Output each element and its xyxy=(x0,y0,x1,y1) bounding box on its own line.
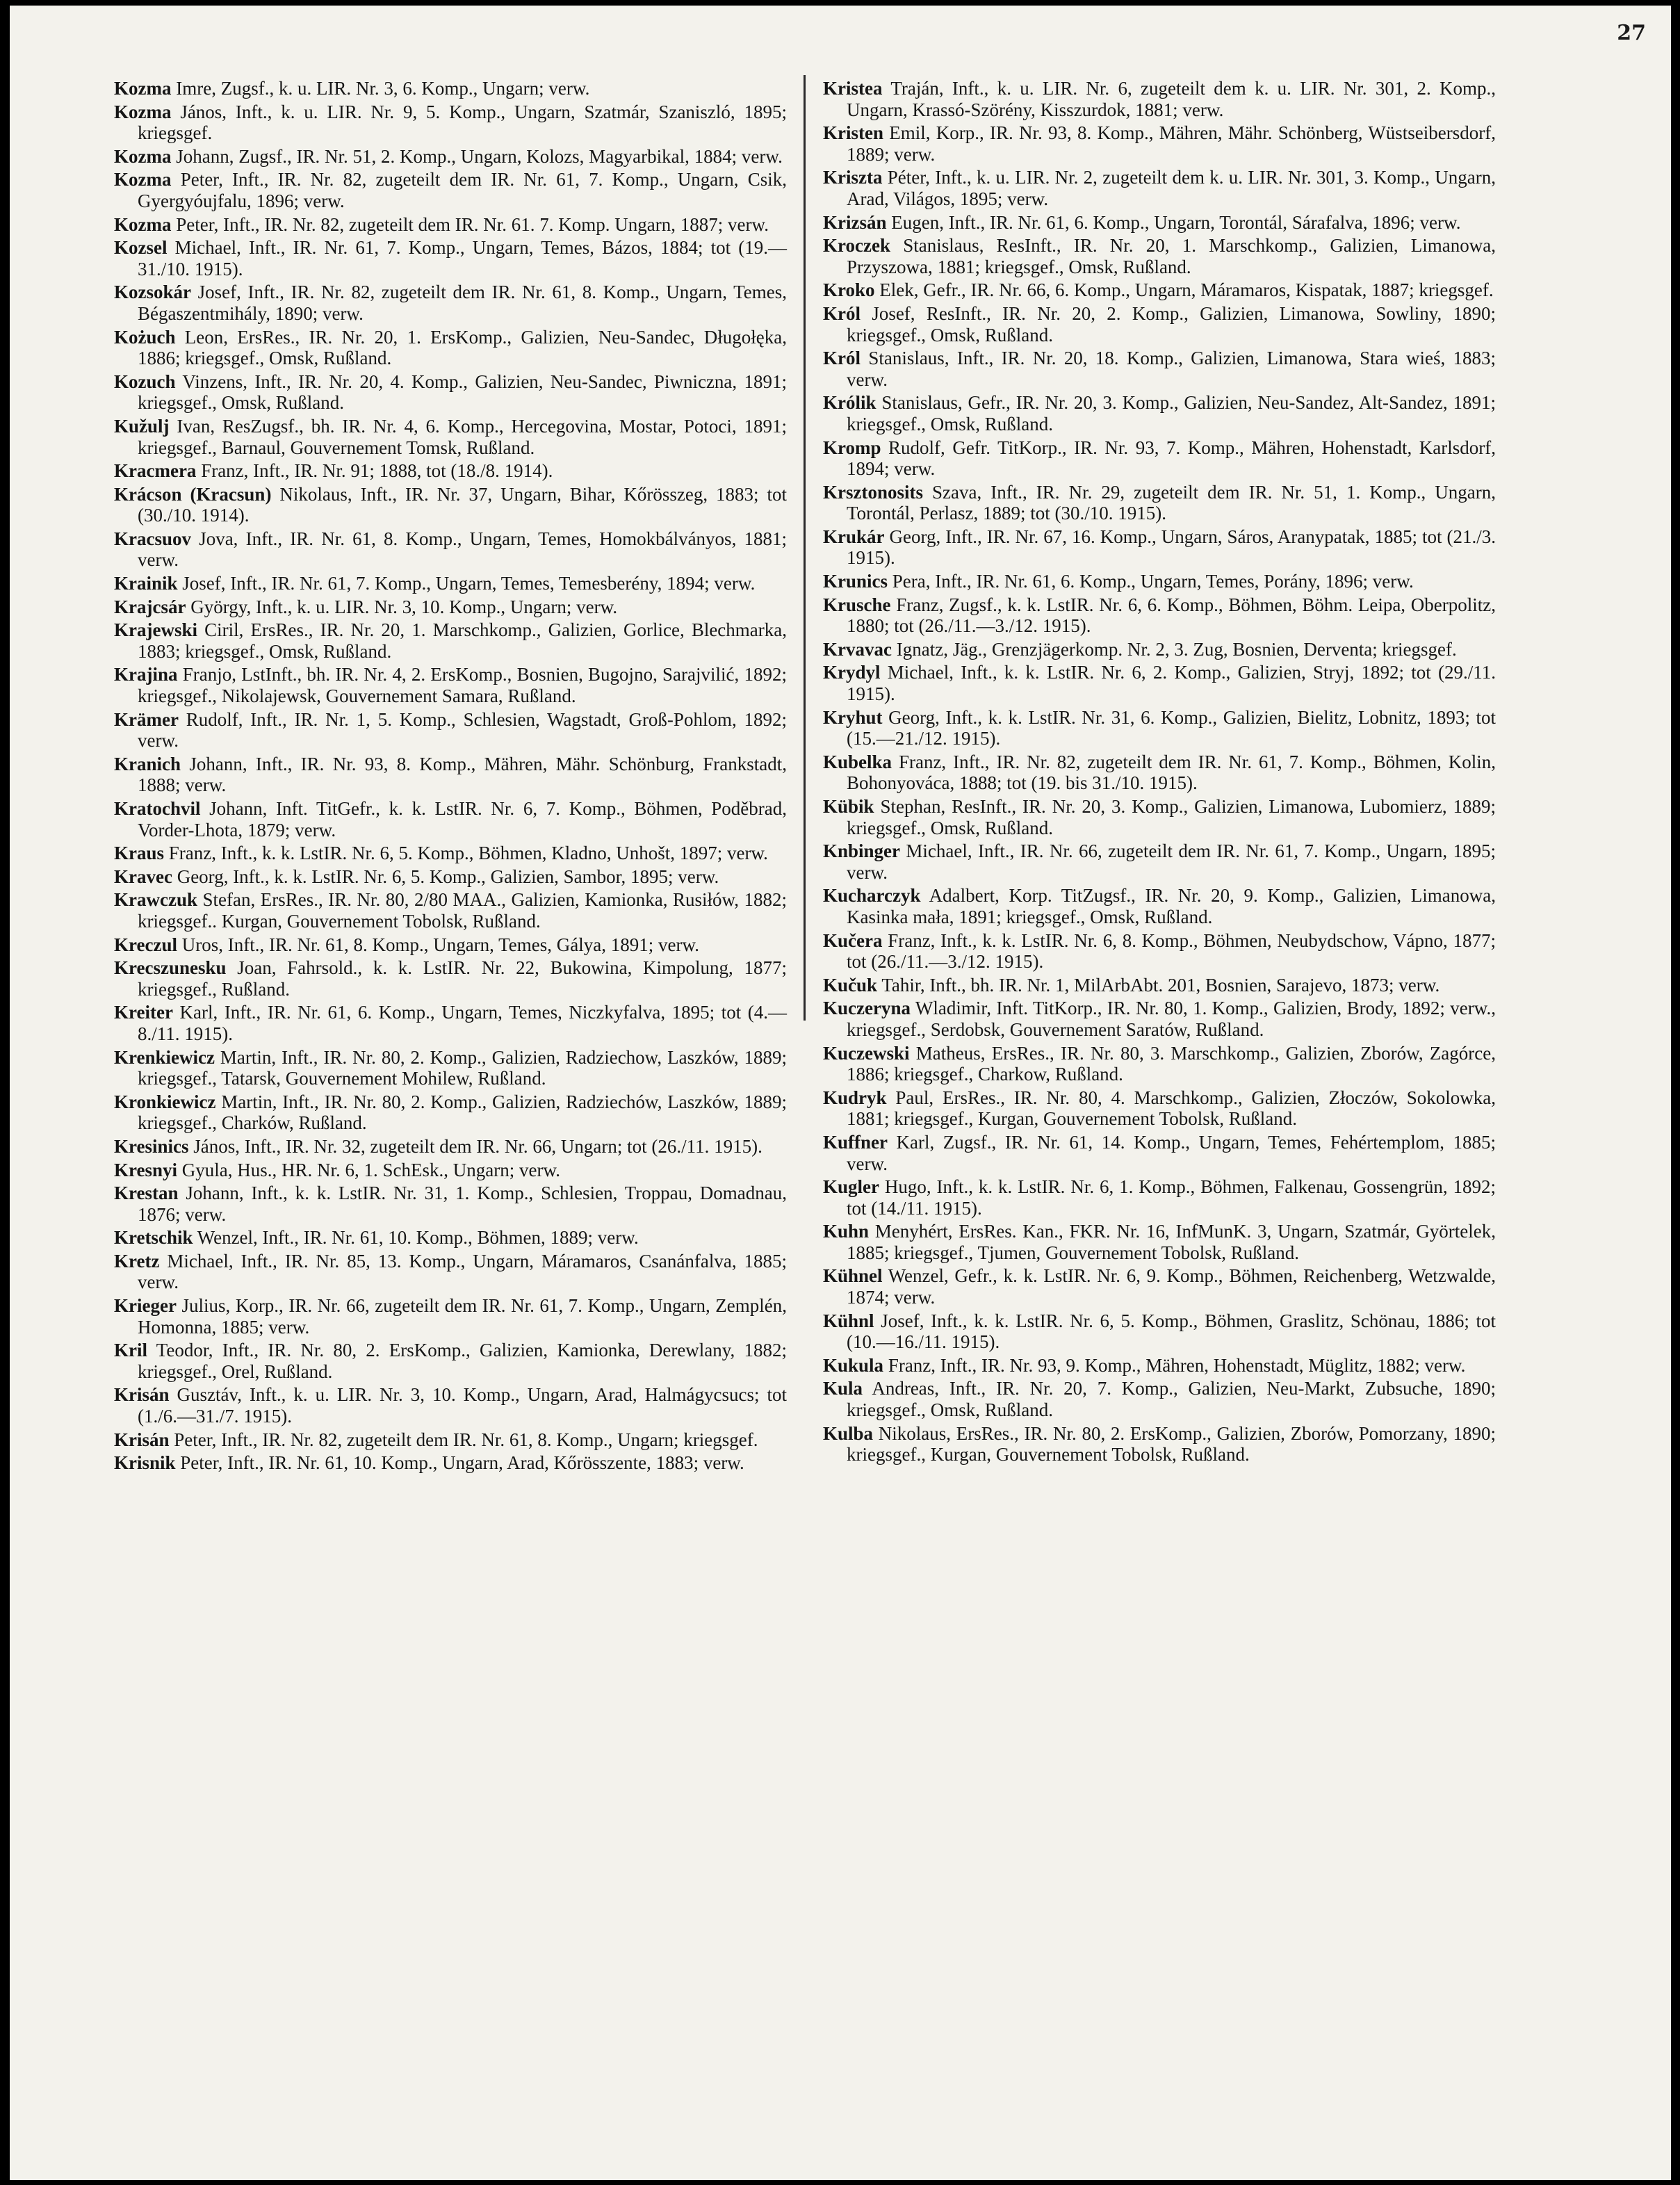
entry-details: Rudolf, Gefr. TitKorp., IR. Nr. 93, 7. Komp., Mähren, Hohenstadt, Karlsdorf, 1894; verw. xyxy=(847,437,1496,480)
list-item xyxy=(823,526,1496,569)
entry-details: Michael, Inft., k. k. LstIR. Nr. 6, 2. Komp., Galizien, Stryj, 1892; tot (29./11. 1915). xyxy=(847,662,1496,705)
list-item xyxy=(823,279,1496,301)
list-item xyxy=(823,78,1496,120)
entry-surname: Krydyl xyxy=(823,662,881,683)
entry-details: Stanislaus, Gefr., IR. Nr. 20, 3. Komp., Galizien, Neu-Sandez, Alt-Sandez, 1891; kriegsgef., Omsk, Rußland. xyxy=(847,392,1496,434)
list-item xyxy=(823,1087,1496,1130)
list-item xyxy=(823,1378,1496,1420)
entry-surname: Kronkiewicz xyxy=(114,1091,216,1112)
list-item xyxy=(823,122,1496,165)
entry-surname: Kužulj xyxy=(114,415,170,437)
entry-details: Johann, Inft. TitGefr., k. k. LstIR. Nr. 6, 7. Komp., Böhmen, Poděbrad, Vorder-Lhota, 1879; verw. xyxy=(138,798,787,840)
entry-surname: Krajewski xyxy=(114,619,197,641)
list-item xyxy=(114,664,787,706)
entry-details: Wladimir, Inft. TitKorp., IR. Nr. 80, 1. Komp., Galizien, Brody, 1892; verw., kriegsgef., Serdobsk, Gouvernement Saratów, Rußland. xyxy=(847,998,1496,1040)
entry-details: Franz, Zugsf., k. k. LstIR. Nr. 6, 6. Komp., Böhmen, Böhm. Leipa, Oberpolitz, 1880; tot (26./11.—3./12. 1915). xyxy=(847,594,1496,637)
entry-details: Uros, Inft., IR. Nr. 61, 8. Komp., Ungarn, Temes, Gálya, 1891; verw. xyxy=(181,934,699,955)
list-item xyxy=(823,930,1496,973)
entry-surname: Krawczuk xyxy=(114,889,197,911)
entry-surname: Kreczul xyxy=(114,934,177,955)
list-item xyxy=(823,662,1496,704)
list-item xyxy=(823,392,1496,434)
entry-details: Traján, Inft., k. u. LIR. Nr. 6, zugeteilt dem k. u. LIR. Nr. 301, 2. Komp., Ungarn, Krassó-Szörény, Kisszurdok, 1881; verw. xyxy=(847,78,1496,120)
list-item xyxy=(823,752,1496,794)
entry-details: Franz, Inft., k. k. LstIR. Nr. 6, 8. Komp., Böhmen, Neubydschow, Vápno, 1877; tot (26./11.—3./12. 1915). xyxy=(847,929,1496,973)
entry-surname: Kozma xyxy=(114,145,172,167)
list-item xyxy=(114,78,787,99)
entry-details: Martin, Inft., IR. Nr. 80, 2. Komp., Galizien, Radziechow, Laszków, 1889; kriegsgef., Tatarsk, Gouvernement Mohilew, Rußland. xyxy=(138,1046,787,1089)
left-column xyxy=(114,78,787,1476)
entry-surname: Kula xyxy=(823,1378,863,1399)
entry-details: Wenzel, Inft., IR. Nr. 61, 10. Komp., Böhmen, 1889; verw. xyxy=(197,1227,639,1249)
entry-details: Vinzens, Inft., IR. Nr. 20, 4. Komp., Galizien, Neu-Sandec, Piwniczna, 1891; kriegsgef., Omsk, Rußland. xyxy=(138,371,787,414)
list-item xyxy=(823,348,1496,390)
entry-details: Teodor, Inft., IR. Nr. 80, 2. ErsKomp., Galizien, Kamionka, Derewlany, 1882; kriegsgef., Orel, Rußland. xyxy=(138,1340,787,1382)
entry-surname: Kromp xyxy=(823,437,881,458)
list-item xyxy=(823,482,1496,524)
entry-details: Péter, Inft., k. u. LIR. Nr. 2, zugeteilt dem k. u. LIR. Nr. 301, 3. Komp., Ungarn, Arad, Világos, 1895; verw. xyxy=(847,167,1496,209)
entry-details: Michael, Inft., IR. Nr. 66, zugeteilt dem IR. Nr. 61, 7. Komp., Ungarn, 1895; verw. xyxy=(847,840,1496,883)
entry-surname: Kučuk xyxy=(823,974,878,996)
list-item xyxy=(114,619,787,662)
entry-details: Stanislaus, Inft., IR. Nr. 20, 18. Komp., Galizien, Limanowa, Stara wieś, 1883; verw. xyxy=(847,348,1496,390)
entry-surname: Kril xyxy=(114,1340,147,1361)
list-item xyxy=(823,1265,1496,1308)
entry-surname: Krestan xyxy=(114,1183,179,1204)
entry-details: Georg, Inft., IR. Nr. 67, 16. Komp., Ungarn, Sáros, Aranypatak, 1885; tot (21./3. 1915). xyxy=(847,526,1496,569)
entry-surname: Kristea xyxy=(823,78,883,99)
entry-details: Johann, Inft., IR. Nr. 93, 8. Komp., Mähren, Mähr. Schönburg, Frankstadt, 1888; verw. xyxy=(138,753,787,796)
entry-details: Szava, Inft., IR. Nr. 29, zugeteilt dem IR. Nr. 51, 1. Komp., Ungarn, Torontál, Perlasz, 1889; tot (30./10. 1915). xyxy=(847,481,1496,524)
list-item xyxy=(114,484,787,526)
entry-surname: Królik xyxy=(823,392,876,414)
right-column xyxy=(823,78,1496,1468)
list-item xyxy=(114,1295,787,1338)
entry-surname: Krämer xyxy=(114,708,179,730)
entry-surname: Krisán xyxy=(114,1429,170,1450)
entry-details: Stephan, ResInft., IR. Nr. 20, 3. Komp., Galizien, Limanowa, Lubomierz, 1889; kriegsgef., Omsk, Rußland. xyxy=(847,796,1496,838)
list-item xyxy=(823,1221,1496,1263)
entry-surname: Krainik xyxy=(114,573,178,594)
list-item xyxy=(823,594,1496,637)
entry-details: Rudolf, Inft., IR. Nr. 1, 5. Komp., Schlesien, Wagstadt, Groß-Pohlom, 1892; verw. xyxy=(138,708,787,752)
entry-details: Nikolaus, Inft., IR. Nr. 37, Ungarn, Bihar, Kőrösszeg, 1883; tot (30./10. 1914). xyxy=(138,483,787,526)
entry-surname: Kranich xyxy=(114,753,181,774)
list-item xyxy=(823,1176,1496,1219)
entry-details: Jova, Inft., IR. Nr. 61, 8. Komp., Ungarn, Temes, Homokbálványos, 1881; verw. xyxy=(138,528,788,571)
entry-details: Martin, Inft., IR. Nr. 80, 2. Komp., Galizien, Radziechów, Laszków, 1889; kriegsgef., Charków, Rußland. xyxy=(138,1091,787,1134)
list-item xyxy=(114,957,787,1000)
entry-details: Leon, ErsRes., IR. Nr. 20, 1. ErsKomp., Galizien, Neu-Sandec, Długołęka, 1886; kriegsgef., Omsk, Rußland. xyxy=(138,326,787,369)
entry-surname: Krizsán xyxy=(823,211,887,233)
list-item xyxy=(114,573,787,594)
entry-details: Julius, Korp., IR. Nr. 66, zugeteilt dem IR. Nr. 61, 7. Komp., Ungarn, Zemplén, Homonna, 1885; verw. xyxy=(138,1295,787,1338)
entry-surname: Kozma xyxy=(114,213,172,235)
list-item xyxy=(823,1423,1496,1465)
entry-surname: Krieger xyxy=(114,1295,177,1317)
list-item xyxy=(114,596,787,618)
entry-surname: Krajcsár xyxy=(114,596,186,617)
entry-surname: Kryhut xyxy=(823,706,883,728)
list-item xyxy=(114,1340,787,1382)
entry-surname: Kübik xyxy=(823,796,874,817)
list-item xyxy=(823,212,1496,234)
entry-details: Stanislaus, ResInft., IR. Nr. 20, 1. Marschkomp., Galizien, Limanowa, Przyszowa, 1881; kriegsgef., Omsk, Rußland. xyxy=(847,235,1496,277)
entry-surname: Krisán xyxy=(114,1384,170,1406)
entry-details: Pera, Inft., IR. Nr. 61, 6. Komp., Ungarn, Temes, Porány, 1896; verw. xyxy=(892,571,1414,592)
entry-details: Andreas, Inft., IR. Nr. 20, 7. Komp., Galizien, Neu-Markt, Zubsuche, 1890; kriegsgef., Omsk, Rußland. xyxy=(847,1378,1496,1421)
list-item xyxy=(114,1091,787,1134)
list-item xyxy=(823,235,1496,277)
entry-surname: Krunics xyxy=(823,571,888,592)
entry-details: Peter, Inft., IR. Nr. 82, zugeteilt dem IR. Nr. 61, 8. Komp., Ungarn; kriegsgef. xyxy=(174,1429,758,1450)
entry-details: Georg, Inft., k. k. LstIR. Nr. 31, 6. Komp., Galizien, Bielitz, Lobnitz, 1893; tot (15.—21./12. 1915). xyxy=(847,706,1496,749)
entry-surname: Kuczeryna xyxy=(823,998,911,1019)
entry-surname: Kresnyi xyxy=(114,1159,178,1180)
entry-surname: Król xyxy=(823,348,861,369)
entry-surname: Knbinger xyxy=(823,840,901,862)
entry-details: Karl, Inft., IR. Nr. 61, 6. Komp., Ungarn, Temes, Niczkyfalva, 1895; tot (4.—8./11. 1915). xyxy=(138,1002,788,1044)
list-item xyxy=(114,1160,787,1181)
list-item xyxy=(114,214,787,236)
entry-surname: Kudryk xyxy=(823,1087,887,1108)
list-item xyxy=(114,843,787,864)
list-item xyxy=(114,1227,787,1249)
list-item xyxy=(823,1043,1496,1085)
entry-surname: Kretz xyxy=(114,1250,160,1272)
entry-details: Stefan, ErsRes., IR. Nr. 80, 2/80 MAA., Galizien, Kamionka, Rusiłów, 1882; kriegsgef.. Kurgan, Gouvernement Tobolsk, Rußland. xyxy=(138,889,787,932)
list-item xyxy=(823,571,1496,592)
list-item xyxy=(114,146,787,168)
entry-surname: Kulba xyxy=(823,1422,874,1444)
list-item xyxy=(823,167,1496,209)
list-item xyxy=(114,1251,787,1293)
list-item xyxy=(114,371,787,414)
list-item xyxy=(114,1429,787,1451)
entry-details: Wenzel, Gefr., k. k. LstIR. Nr. 6, 9. Komp., Böhmen, Reichenberg, Wetzwalde, 1874; verw. xyxy=(847,1265,1496,1308)
entry-details: Peter, Inft., IR. Nr. 61, 10. Komp., Ungarn, Arad, Kőrösszente, 1883; verw. xyxy=(180,1452,744,1474)
list-item xyxy=(114,934,787,956)
entry-surname: Krusche xyxy=(823,594,891,615)
entry-details: Michael, Inft., IR. Nr. 85, 13. Komp., Ungarn, Máramaros, Csanánfalva, 1885; verw. xyxy=(138,1250,787,1293)
entry-details: Franjo, LstInft., bh. IR. Nr. 4, 2. ErsKomp., Bosnien, Bugojno, Sarajvilić, 1892; kriegsgef., Nikolajewsk, Gouvernement Samara, Rußland. xyxy=(138,664,787,707)
entry-details: János, Inft., IR. Nr. 32, zugeteilt dem IR. Nr. 66, Ungarn; tot (26./11. 1915). xyxy=(193,1135,762,1157)
entry-details: Matheus, ErsRes., IR. Nr. 80, 3. Marschkomp., Galizien, Zborów, Zagórce, 1886; kriegsgef., Charkow, Rußland. xyxy=(847,1042,1496,1085)
entry-surname: Kristen xyxy=(823,122,883,144)
entry-surname: Kraus xyxy=(114,843,165,864)
entry-surname: Kugler xyxy=(823,1176,879,1198)
entry-details: Gyula, Hus., HR. Nr. 6, 1. SchEsk., Ungarn; verw. xyxy=(181,1159,560,1180)
entry-details: Menyhért, ErsRes. Kan., FKR. Nr. 16, InfMunK. 3, Ungarn, Szatmár, Györtelek, 1885; kriegsgef., Tjumen, Gouvernement Tobolsk, Rußland. xyxy=(847,1221,1496,1263)
entry-surname: Kozuch xyxy=(114,371,176,392)
list-item xyxy=(823,437,1496,480)
entry-surname: Kuhn xyxy=(823,1221,870,1242)
entry-surname: Kratochvil xyxy=(114,798,201,819)
entry-surname: Kroczek xyxy=(823,235,890,257)
list-item xyxy=(114,169,787,211)
entry-details: Georg, Inft., k. k. LstIR. Nr. 6, 5. Komp., Galizien, Sambor, 1895; verw. xyxy=(177,866,719,887)
entry-details: Nikolaus, ErsRes., IR. Nr. 80, 2. ErsKomp., Galizien, Zborów, Pomorzany, 1890; kriegsgef., Kurgan, Gouvernement Tobolsk, Rußland. xyxy=(847,1422,1496,1465)
entry-details: Michael, Inft., IR. Nr. 61, 7. Komp., Ungarn, Temes, Bázos, 1884; tot (19.—31./10. 1915). xyxy=(138,237,787,279)
entry-surname: Krenkiewicz xyxy=(114,1046,215,1068)
scanned-page xyxy=(10,6,1671,2180)
list-item xyxy=(114,416,787,458)
entry-surname: Kriszta xyxy=(823,167,883,188)
list-item xyxy=(823,796,1496,838)
list-item xyxy=(114,528,787,571)
list-item xyxy=(823,1310,1496,1353)
entry-surname: Kretschik xyxy=(114,1227,193,1249)
entry-details: Peter, Inft., IR. Nr. 82, zugeteilt dem IR. Nr. 61, 7. Komp., Ungarn, Csik, Gyergyóujfalu, 1896; verw. xyxy=(138,169,787,211)
entry-details: Johann, Zugsf., IR. Nr. 51, 2. Komp., Ungarn, Kolozs, Magyarbikal, 1884; verw. xyxy=(176,145,783,167)
entry-details: Adalbert, Korp. TitZugsf., IR. Nr. 20, 9. Komp., Galizien, Limanowa, Kasinka mała, 1891; kriegsgef., Omsk, Rußland. xyxy=(847,885,1496,927)
entry-surname: Kracsuov xyxy=(114,528,191,549)
list-item xyxy=(114,754,787,796)
list-item xyxy=(823,1132,1496,1174)
entry-surname: Krisnik xyxy=(114,1452,176,1474)
entry-details: Joan, Fahrsold., k. k. LstIR. Nr. 22, Bukowina, Kimpolung, 1877; kriegsgef., Rußland. xyxy=(138,957,787,1000)
list-item xyxy=(823,303,1496,346)
list-item xyxy=(114,282,787,324)
entry-details: Karl, Zugsf., IR. Nr. 61, 14. Komp., Ungarn, Temes, Fehértemplom, 1885; verw. xyxy=(847,1131,1496,1174)
entry-details: Franz, Inft., IR. Nr. 82, zugeteilt dem IR. Nr. 61, 7. Komp., Böhmen, Kolin, Bohonyováca, 1888; tot (19. bis 31./10. 1915). xyxy=(847,751,1496,794)
entry-surname: Kożuch xyxy=(114,326,176,348)
entry-details: Tahir, Inft., bh. IR. Nr. 1, MilArbAbt. 201, Bosnien, Sarajevo, 1873; verw. xyxy=(881,974,1440,996)
entry-details: Elek, Gefr., IR. Nr. 66, 6. Komp., Ungarn, Máramaros, Kispatak, 1887; kriegsgef. xyxy=(879,279,1494,301)
entry-details: Emil, Korp., IR. Nr. 93, 8. Komp., Mähren, Mähr. Schönberg, Wüstseibersdorf, 1889; verw. xyxy=(847,122,1496,165)
entry-surname: Kühnl xyxy=(823,1310,874,1331)
list-item xyxy=(114,237,787,279)
list-item xyxy=(114,866,787,888)
entry-surname: Kozma xyxy=(114,78,172,99)
entry-surname: Kracmera xyxy=(114,460,197,482)
entry-details: Gusztáv, Inft., k. u. LIR. Nr. 3, 10. Komp., Ungarn, Arad, Halmágycsucs; tot (1./6.—31./7. 1915). xyxy=(138,1384,788,1427)
entry-details: János, Inft., k. u. LIR. Nr. 9, 5. Komp., Ungarn, Szatmár, Szaniszló, 1895; kriegsgef. xyxy=(138,101,788,144)
list-item xyxy=(114,460,787,482)
list-item xyxy=(823,707,1496,749)
list-item xyxy=(114,709,787,752)
list-item xyxy=(114,1183,787,1225)
list-item xyxy=(823,840,1496,883)
list-item xyxy=(114,1047,787,1089)
entry-surname: Kroko xyxy=(823,279,875,301)
column-divider xyxy=(804,75,806,1021)
entry-surname: Kravec xyxy=(114,866,172,887)
entry-details: Imre, Zugsf., k. u. LIR. Nr. 3, 6. Komp., Ungarn; verw. xyxy=(176,78,590,99)
entry-surname: Kühnel xyxy=(823,1265,883,1287)
entry-surname: Król xyxy=(823,302,861,324)
entry-surname: Krvavac xyxy=(823,638,892,660)
list-item xyxy=(823,1355,1496,1376)
entry-details: Ivan, ResZugsf., bh. IR. Nr. 4, 6. Komp., Hercegovina, Mostar, Potoci, 1891; kriegsgef., Barnaul, Gouvernement Tomsk, Rußland. xyxy=(138,415,787,458)
list-item xyxy=(114,1384,787,1427)
list-item xyxy=(823,998,1496,1040)
entry-details: Peter, Inft., IR. Nr. 82, zugeteilt dem IR. Nr. 61. 7. Komp. Ungarn, 1887; verw. xyxy=(176,213,769,235)
entry-details: Johann, Inft., k. k. LstIR. Nr. 31, 1. Komp., Schlesien, Troppau, Domadnau, 1876; verw. xyxy=(138,1183,788,1225)
entry-surname: Kuczewski xyxy=(823,1042,910,1064)
entry-surname: Kučera xyxy=(823,929,883,951)
entry-details: Franz, Inft., IR. Nr. 93, 9. Komp., Mähren, Hohenstadt, Müglitz, 1882; verw. xyxy=(888,1354,1466,1376)
entry-surname: Kreiter xyxy=(114,1002,173,1023)
list-item xyxy=(823,639,1496,660)
list-item xyxy=(114,1136,787,1158)
list-item xyxy=(114,889,787,932)
entry-details: Franz, Inft., k. k. LstIR. Nr. 6, 5. Komp., Böhmen, Kladno, Unhošt, 1897; verw. xyxy=(168,843,768,864)
entry-details: Josef, Inft., IR. Nr. 61, 7. Komp., Ungarn, Temes, Temesberény, 1894; verw. xyxy=(182,573,756,594)
entry-surname: Kozma xyxy=(114,169,172,190)
entry-surname: Kukula xyxy=(823,1354,884,1376)
list-item xyxy=(114,1002,787,1044)
entry-surname: Krecszunesku xyxy=(114,957,227,979)
entry-surname: Kucharczyk xyxy=(823,885,921,907)
list-item xyxy=(823,885,1496,927)
entry-surname: Kubelka xyxy=(823,751,892,772)
entry-surname: Krácson (Kracsun) xyxy=(114,483,272,505)
entry-details: Paul, ErsRes., IR. Nr. 80, 4. Marschkomp., Galizien, Złoczów, Sokolowka, 1881; kriegsgef., Kurgan, Gouvernement Tobolsk, Rußland. xyxy=(847,1087,1496,1130)
entry-surname: Krukár xyxy=(823,526,885,547)
entry-details: Ignatz, Jäg., Grenzjägerkomp. Nr. 2, 3. Zug, Bosnien, Derventa; kriegsgef. xyxy=(896,638,1457,660)
entry-surname: Kresinics xyxy=(114,1135,189,1157)
entry-details: György, Inft., k. u. LIR. Nr. 3, 10. Komp., Ungarn; verw. xyxy=(190,596,618,617)
list-item xyxy=(114,101,787,144)
page-number: 27 xyxy=(1617,21,1646,45)
entry-surname: Kozsokár xyxy=(114,282,191,303)
list-item xyxy=(114,798,787,840)
list-item xyxy=(114,327,787,369)
entry-details: Josef, Inft., k. k. LstIR. Nr. 6, 5. Komp., Böhmen, Graslitz, Schönau, 1886; tot (10.—16./11. 1915). xyxy=(847,1310,1496,1353)
entry-details: Hugo, Inft., k. k. LstIR. Nr. 6, 1. Komp., Böhmen, Falkenau, Gossengrün, 1892; tot (14./11. 1915). xyxy=(847,1176,1496,1219)
entry-details: Josef, ResInft., IR. Nr. 20, 2. Komp., Galizien, Limanowa, Sowliny, 1890; kriegsgef., Omsk, Rußland. xyxy=(847,302,1496,346)
list-item xyxy=(823,975,1496,996)
entry-surname: Kozma xyxy=(114,101,172,122)
entry-details: Josef, Inft., IR. Nr. 82, zugeteilt dem IR. Nr. 61, 8. Komp., Ungarn, Temes, Bégaszentmihály, 1890; verw. xyxy=(138,282,787,324)
entry-details: Eugen, Inft., IR. Nr. 61, 6. Komp., Ungarn, Torontál, Sárafalva, 1896; verw. xyxy=(891,211,1461,233)
entry-details: Franz, Inft., IR. Nr. 91; 1888, tot (18./8. 1914). xyxy=(201,460,553,482)
entry-surname: Krajina xyxy=(114,664,178,685)
entry-surname: Kozsel xyxy=(114,237,168,259)
entry-details: Ciril, ErsRes., IR. Nr. 20, 1. Marschkomp., Galizien, Gorlice, Blechmarka, 1883; kriegsgef., Omsk, Rußland. xyxy=(138,619,788,662)
entry-surname: Kuffner xyxy=(823,1131,888,1153)
entry-surname: Krsztonosits xyxy=(823,481,923,503)
list-item xyxy=(114,1452,787,1474)
